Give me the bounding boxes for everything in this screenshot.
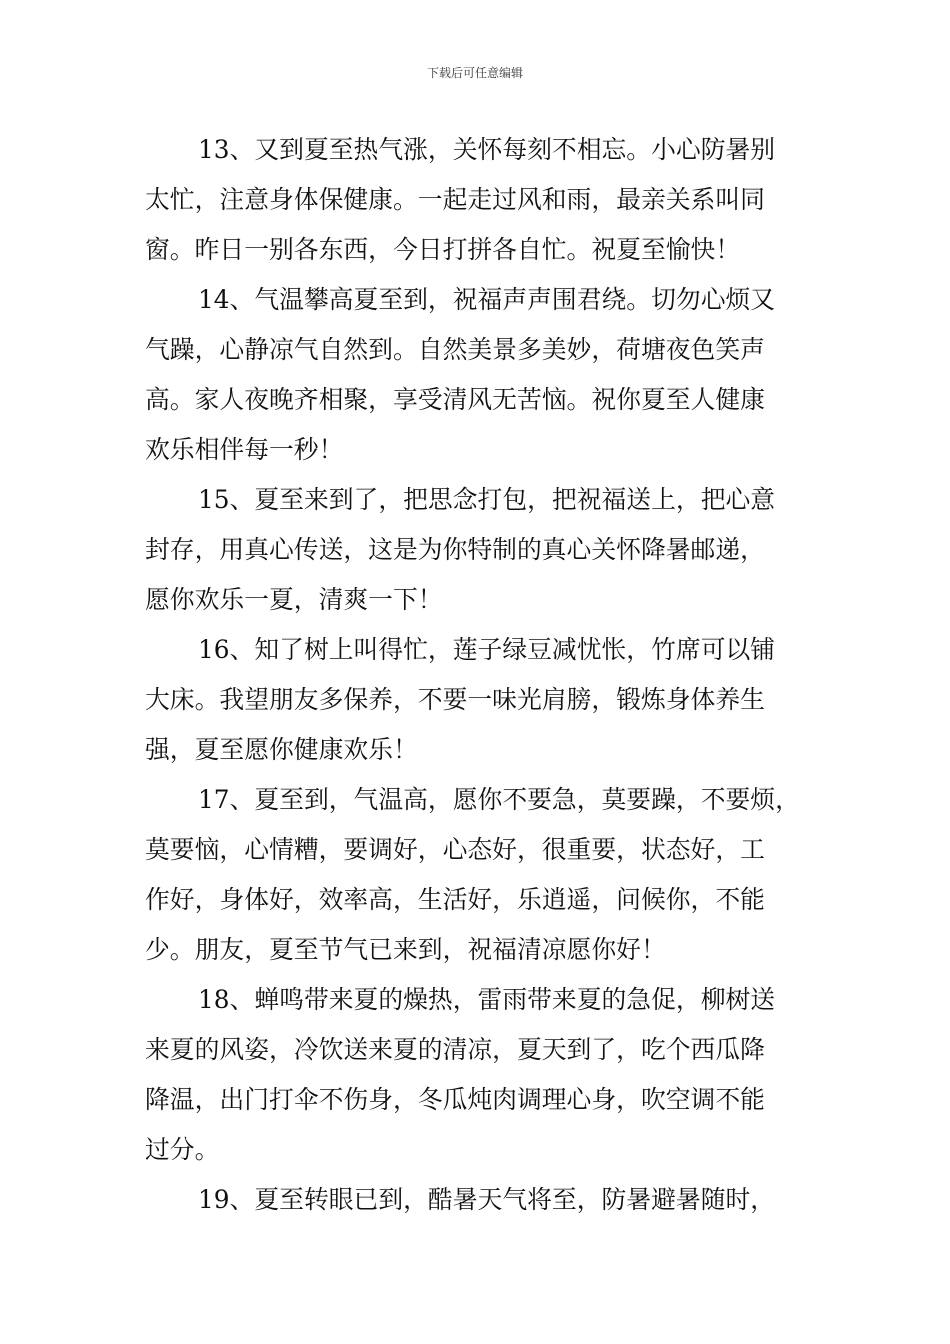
paragraph-line: 14、气温攀高夏至到，祝福声声围君绕。切勿心烦又 (198, 285, 776, 314)
paragraph-line: 愿你欢乐一夏，清爽一下！ (145, 585, 443, 614)
paragraph-line: 高。家人夜晚齐相聚，享受清风无苦恼。祝你夏至人健康 (145, 385, 765, 414)
paragraph-line: 来夏的风姿，冷饮送来夏的清凉，夏天到了，吃个西瓜降 (145, 1035, 765, 1064)
paragraph-16 (145, 625, 810, 775)
paragraph-line: 莫要恼，心情糟，要调好，心态好，很重要，状态好，工 (145, 835, 765, 864)
paragraph-line: 少。朋友，夏至节气已来到，祝福清凉愿你好！ (145, 935, 666, 964)
paragraph-line: 17、夏至到，气温高，愿你不要急，莫要躁，不要烦， (198, 785, 800, 814)
document-body (145, 125, 810, 1225)
paragraph-18 (145, 975, 810, 1175)
paragraph-line: 过分。 (145, 1135, 220, 1164)
paragraph-14 (145, 275, 810, 475)
paragraph-line: 太忙，注意身体保健康。一起走过风和雨，最亲关系叫同 (145, 185, 765, 214)
paragraph-line: 15、夏至来到了，把思念打包，把祝福送上，把心意 (198, 485, 776, 514)
paragraph-line: 大床。我望朋友多保养，不要一味光肩膀，锻炼身体养生 (145, 685, 765, 714)
paragraph-line: 13、又到夏至热气涨，关怀每刻不相忘。小心防暑别 (198, 135, 776, 164)
paragraph-line: 窗。昨日一别各东西，今日打拼各自忙。祝夏至愉快！ (145, 235, 741, 264)
paragraph-17 (145, 775, 810, 975)
paragraph-13 (145, 125, 810, 275)
paragraph-line: 气躁，心静凉气自然到。自然美景多美妙，荷塘夜色笑声 (145, 335, 765, 364)
page-header: 下载后可任意编辑 (426, 66, 523, 80)
paragraph-line: 封存，用真心传送，这是为你特制的真心关怀降暑邮递， (145, 535, 765, 564)
paragraph-line: 16、知了树上叫得忙，莲子绿豆减忧怅，竹席可以铺 (198, 635, 776, 664)
paragraph-line: 作好，身体好，效率高，生活好，乐逍遥，问候你，不能 (145, 885, 765, 914)
paragraph-line: 19、夏至转眼已到，酷暑天气将至，防暑避暑随时， (198, 1185, 776, 1214)
paragraph-line: 欢乐相伴每一秒！ (145, 435, 344, 464)
paragraph-line: 强，夏至愿你健康欢乐！ (145, 735, 418, 764)
paragraph-15 (145, 475, 810, 625)
paragraph-19 (145, 1175, 810, 1225)
paragraph-line: 降温，出门打伞不伤身，冬瓜炖肉调理心身，吹空调不能 (145, 1085, 765, 1114)
paragraph-line: 18、蝉鸣带来夏的燥热，雷雨带来夏的急促，柳树送 (198, 985, 776, 1014)
